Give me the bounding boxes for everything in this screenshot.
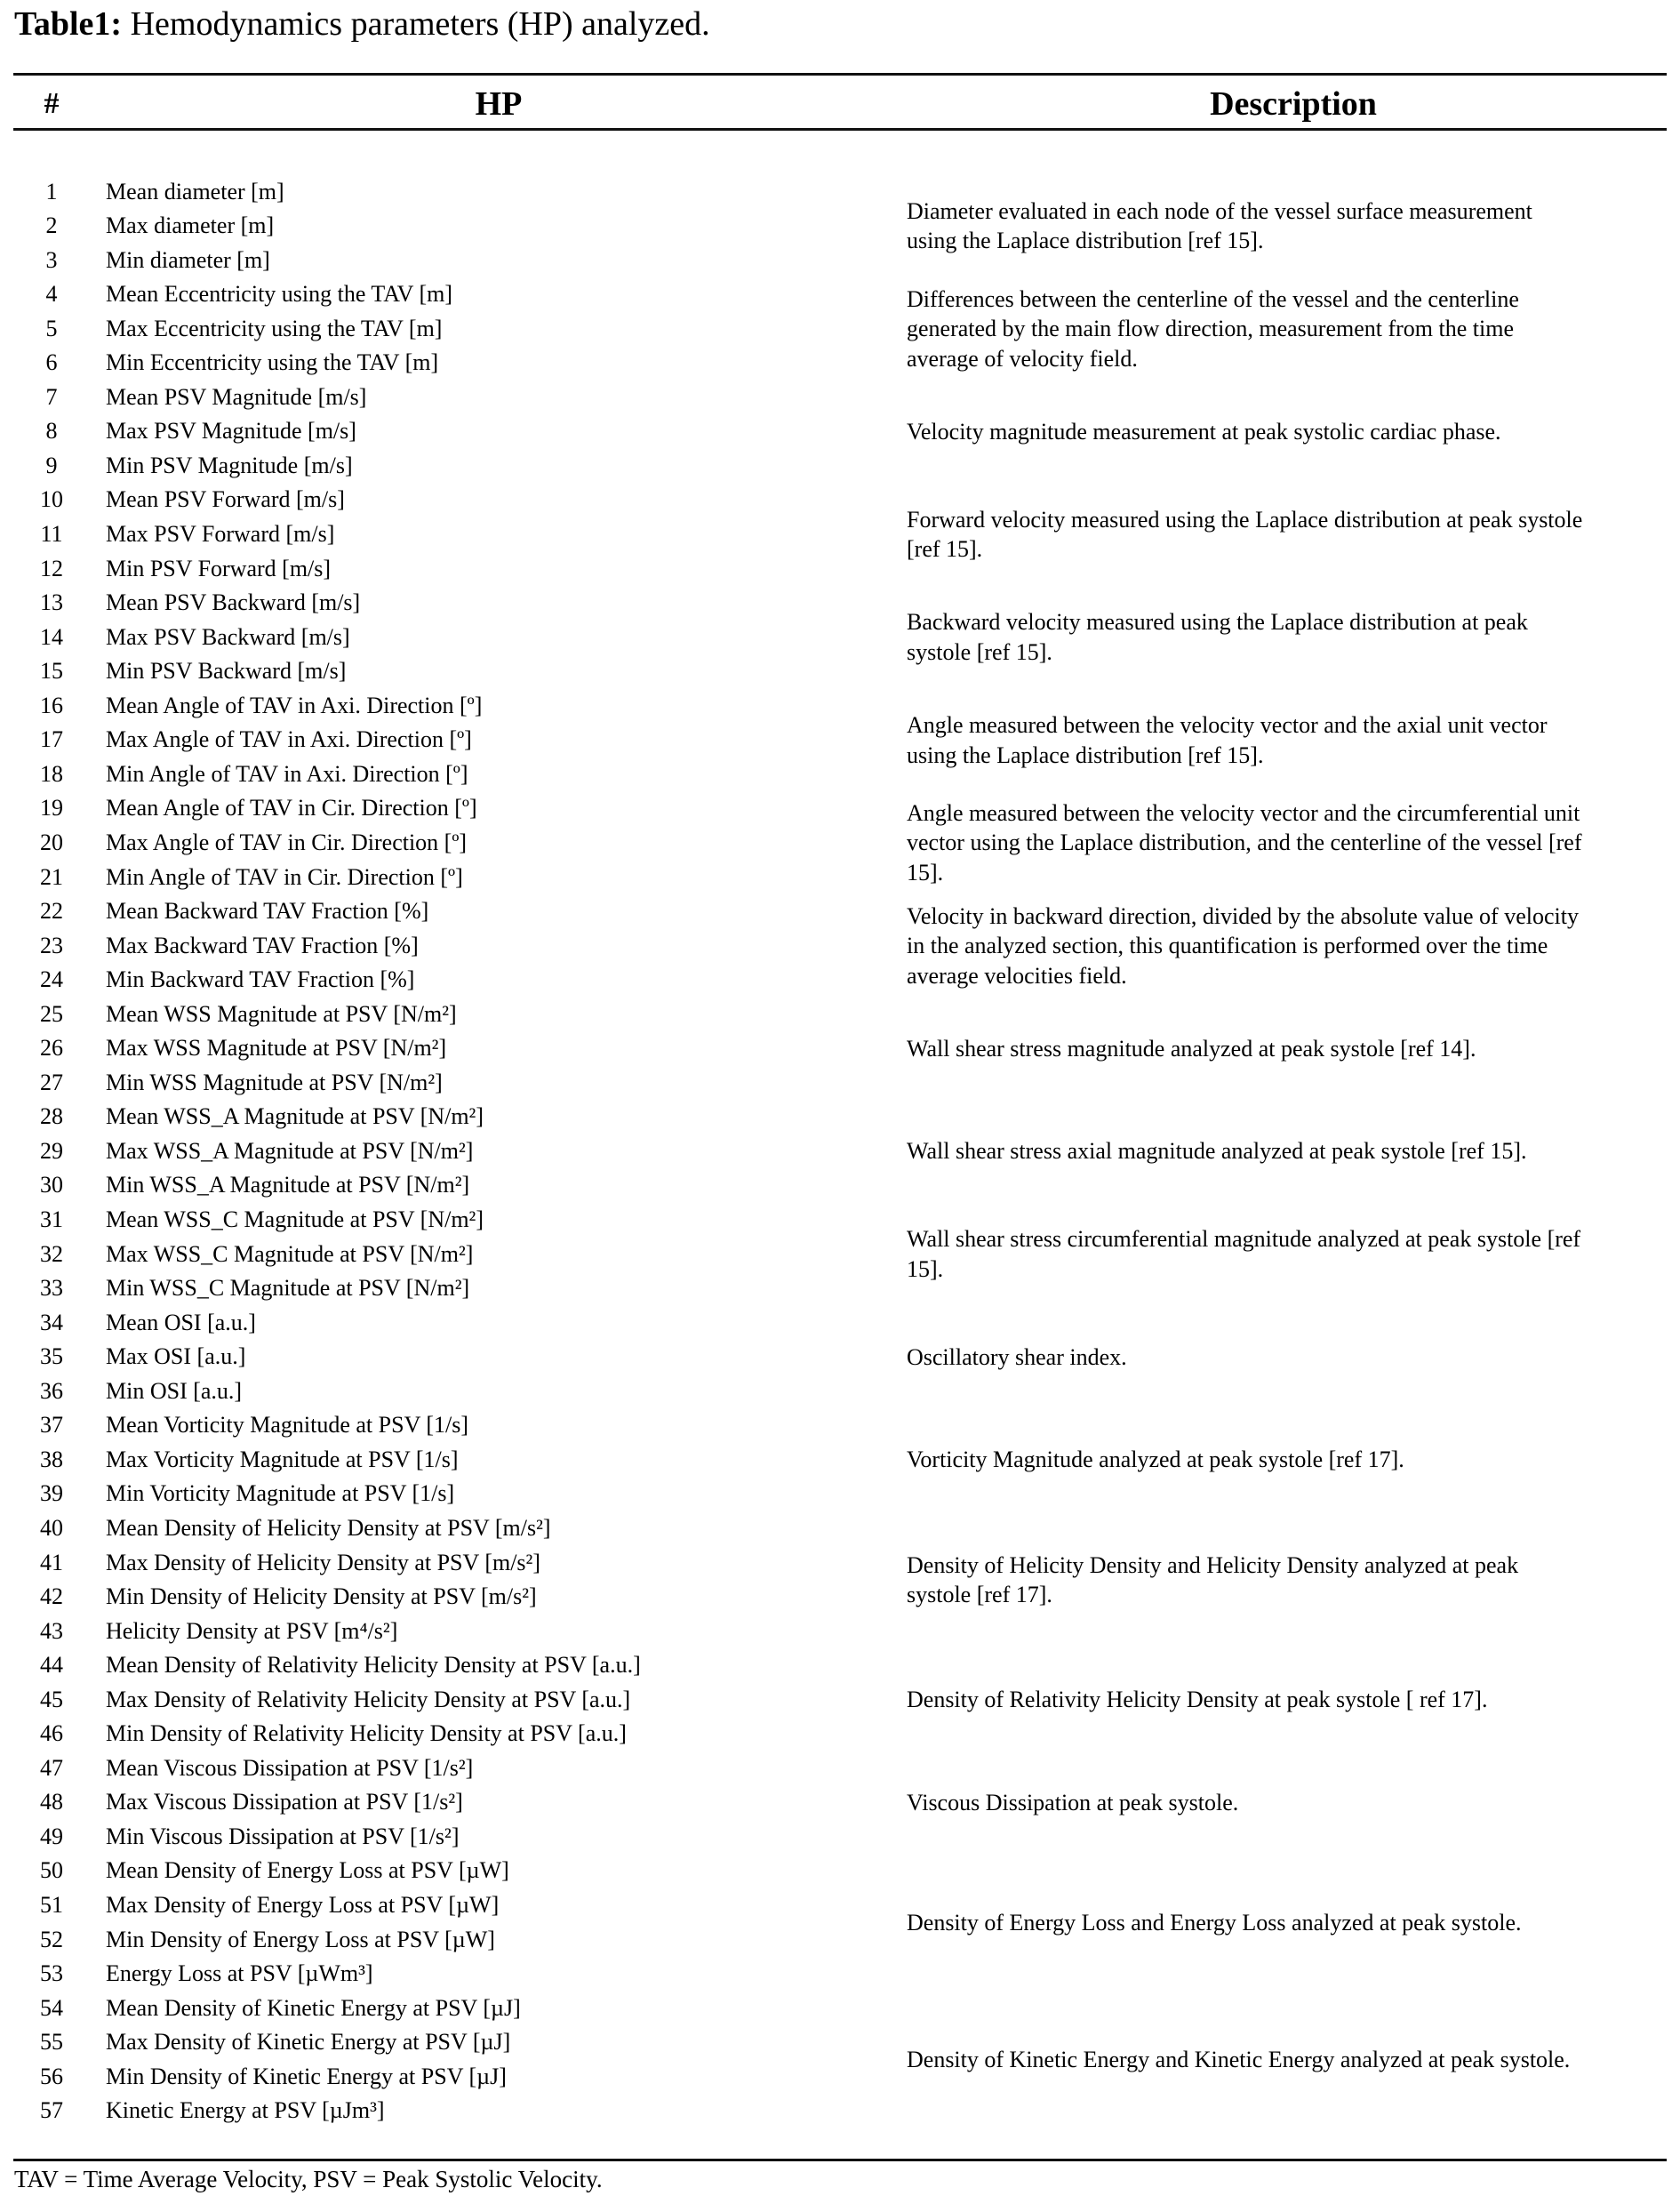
table-row (0, 1271, 889, 1306)
table-row (0, 2025, 889, 2060)
row-number: 16 (40, 692, 63, 718)
row-hp-label: Mean Backward TAV Fraction [%] (106, 898, 429, 925)
row-hp-label: Min Density of Helicity Density at PSV [m/s²] (106, 1583, 537, 1610)
description-cell (907, 1203, 1673, 1306)
row-hp-label: Min Eccentricity using the TAV [m] (106, 349, 439, 376)
description-cell (907, 586, 1673, 689)
description-line: Differences between the centerline of the vessel and the centerline (907, 285, 1519, 312)
table-row (0, 244, 889, 278)
table-row (0, 2094, 889, 2128)
row-number: 12 (40, 555, 63, 581)
row-number: 31 (40, 1206, 63, 1232)
row-hp-label: Mean Density of Helicity Density at PSV [m/s²] (106, 1514, 551, 1541)
row-hp-label: Max WSS_C Magnitude at PSV [N/m²] (106, 1240, 474, 1267)
table-row (0, 483, 889, 517)
description-line: using the Laplace distribution [ref 15]. (907, 228, 1264, 254)
row-hp-label: Mean Density of Kinetic Energy at PSV [µJ] (106, 1994, 521, 2021)
row-number: 36 (40, 1377, 63, 1404)
table-row (0, 1443, 889, 1478)
row-number: 13 (40, 589, 63, 616)
row-number: 8 (45, 418, 58, 445)
table-row (0, 689, 889, 724)
table-row (0, 381, 889, 415)
row-number: 25 (40, 1000, 63, 1027)
table-row (0, 1168, 889, 1203)
description-line: Density of Energy Loss and Energy Loss analyzed at peak systole. (907, 1909, 1522, 1936)
row-number: 49 (40, 1823, 63, 1849)
description-cell (907, 689, 1673, 792)
row-number: 42 (40, 1583, 63, 1610)
description-cell (907, 1306, 1673, 1409)
row-number: 3 (45, 246, 58, 273)
table-row (0, 1615, 889, 1649)
description-line: vector using the Laplace distribution, and the centerline of the vessel [ref (907, 830, 1582, 856)
description-cell (907, 1100, 1673, 1203)
row-hp-label: Energy Loss at PSV [µWm³] (106, 1960, 373, 1987)
row-hp-label: Max WSS Magnitude at PSV [N/m²] (106, 1035, 447, 1062)
description-cell (907, 1992, 1673, 2128)
row-number: 11 (40, 521, 63, 547)
row-hp-label: Min Angle of TAV in Cir. Direction [º] (106, 863, 463, 890)
table-row (0, 1923, 889, 1958)
table-row (0, 963, 889, 998)
row-number: 29 (40, 1137, 63, 1164)
description-line: Density of Helicity Density and Helicity Density analyzed at peak (907, 1551, 1519, 1578)
table-row (0, 277, 889, 312)
table-row (0, 894, 889, 929)
table-row (0, 1992, 889, 2026)
row-hp-label: Mean Vorticity Magnitude at PSV [1/s] (106, 1412, 469, 1439)
row-number: 46 (40, 1720, 63, 1747)
table-caption-label: Table1: (14, 5, 123, 43)
row-hp-label: Mean PSV Forward [m/s] (106, 486, 345, 513)
description-line: average of velocity field. (907, 345, 1138, 372)
row-hp-label: Mean Density of Energy Loss at PSV [µW] (106, 1857, 509, 1884)
description-cell (907, 1854, 1673, 1991)
description-cell (907, 1511, 1673, 1648)
row-number: 53 (40, 1960, 63, 1987)
description-cell (907, 277, 1673, 381)
table-row (0, 552, 889, 587)
row-hp-label: Max PSV Magnitude [m/s] (106, 418, 356, 445)
row-number: 34 (40, 1309, 63, 1335)
description-cell (907, 791, 1673, 894)
row-number: 15 (40, 658, 63, 685)
table-row (0, 757, 889, 792)
table-row (0, 1785, 889, 1820)
table-row (0, 998, 889, 1032)
row-number: 22 (40, 898, 63, 925)
table-row (0, 1683, 889, 1718)
row-hp-label: Mean Angle of TAV in Cir. Direction [º] (106, 795, 477, 821)
table-row (0, 1580, 889, 1615)
description-line: Density of Relativity Helicity Density at peak systole [ ref 17]. (907, 1687, 1488, 1713)
table-row (0, 1066, 889, 1101)
row-hp-label: Min PSV Forward [m/s] (106, 555, 332, 581)
description-line: using the Laplace distribution [ref 15]. (907, 741, 1264, 768)
description-cell (907, 175, 1673, 278)
description-cell (907, 381, 1673, 484)
table-bottom-rule (13, 2159, 1667, 2161)
row-number: 30 (40, 1172, 63, 1198)
table-row (0, 586, 889, 621)
header-description: Description (1210, 85, 1377, 123)
row-number: 26 (40, 1035, 63, 1062)
table-caption-text: Hemodynamics parameters (HP) analyzed. (122, 5, 710, 43)
description-line: Diameter evaluated in each node of the vessel surface measurement (907, 197, 1532, 224)
row-hp-label: Max PSV Forward [m/s] (106, 521, 335, 547)
description-cell (907, 1648, 1673, 1751)
row-number: 14 (40, 623, 63, 650)
row-number: 32 (40, 1240, 63, 1267)
row-number: 21 (40, 863, 63, 890)
table-row (0, 1408, 889, 1443)
description-line: average velocities field. (907, 962, 1127, 989)
description-line: Oscillatory shear index. (907, 1343, 1127, 1370)
row-hp-label: Max OSI [a.u.] (106, 1343, 246, 1370)
row-number: 35 (40, 1343, 63, 1370)
description-line: Forward velocity measured using the Laplace distribution at peak systole (907, 506, 1583, 533)
description-cell (907, 1751, 1673, 1855)
description-line: Velocity magnitude measurement at peak systolic cardiac phase. (907, 418, 1501, 445)
row-hp-label: Min Viscous Dissipation at PSV [1/s²] (106, 1823, 460, 1849)
row-number: 17 (40, 726, 63, 753)
description-line: systole [ref 15]. (907, 638, 1052, 665)
header-number: # (44, 87, 60, 120)
row-hp-label: Min WSS_A Magnitude at PSV [N/m²] (106, 1172, 470, 1198)
description-line: Backward velocity measured using the Laplace distribution at peak (907, 609, 1528, 636)
row-hp-label: Max Density of Helicity Density at PSV [m/s²] (106, 1549, 540, 1575)
row-number: 4 (45, 281, 58, 308)
row-hp-label: Max Density of Kinetic Energy at PSV [µJ] (106, 2029, 511, 2056)
table-row (0, 209, 889, 244)
description-line: Vorticity Magnitude analyzed at peak systole [ref 17]. (907, 1447, 1404, 1473)
table-row (0, 1340, 889, 1374)
row-number: 18 (40, 760, 63, 787)
row-number: 44 (40, 1652, 63, 1679)
row-hp-label: Min Angle of TAV in Axi. Direction [º] (106, 760, 468, 787)
row-hp-label: Mean WSS_C Magnitude at PSV [N/m²] (106, 1206, 484, 1232)
row-hp-label: Min Density of Energy Loss at PSV [µW] (106, 1926, 495, 1952)
row-hp-label: Min Backward TAV Fraction [%] (106, 966, 415, 993)
table-row (0, 826, 889, 861)
description-line: Velocity in backward direction, divided by the absolute value of velocity (907, 902, 1579, 929)
description-line: Angle measured between the velocity vector and the axial unit vector (907, 712, 1548, 739)
row-number: 45 (40, 1686, 63, 1712)
row-hp-label: Mean Angle of TAV in Axi. Direction [º] (106, 692, 483, 718)
row-hp-label: Min Density of Kinetic Energy at PSV [µJ] (106, 2063, 507, 2089)
row-hp-label: Min OSI [a.u.] (106, 1377, 243, 1404)
table-row (0, 1957, 889, 1992)
table-row (0, 1031, 889, 1066)
row-number: 9 (45, 452, 58, 478)
table-row (0, 791, 889, 826)
table-row (0, 2060, 889, 2095)
row-hp-label: Mean diameter [m] (106, 178, 284, 204)
row-number: 54 (40, 1994, 63, 2021)
row-hp-label: Max Viscous Dissipation at PSV [1/s²] (106, 1789, 463, 1815)
row-number: 57 (40, 2097, 63, 2124)
table-row (0, 861, 889, 895)
row-number: 5 (45, 315, 58, 341)
table-row (0, 621, 889, 655)
table-row (0, 175, 889, 210)
table-row (0, 1134, 889, 1169)
table-row (0, 346, 889, 381)
row-hp-label: Max diameter [m] (106, 212, 275, 239)
description-line: in the analyzed section, this quantification is performed over the time (907, 933, 1548, 959)
table-row (0, 1306, 889, 1341)
row-number: 50 (40, 1857, 63, 1884)
row-hp-label: Max WSS_A Magnitude at PSV [N/m²] (106, 1137, 474, 1164)
description-line: generated by the main flow direction, measurement from the time (907, 316, 1514, 342)
row-hp-label: Mean Density of Relativity Helicity Density at PSV [a.u.] (106, 1652, 641, 1679)
row-hp-label: Mean Eccentricity using the TAV [m] (106, 281, 452, 308)
row-number: 28 (40, 1103, 63, 1130)
table-row (0, 1854, 889, 1888)
table-row (0, 449, 889, 484)
row-hp-label: Max Angle of TAV in Axi. Direction [º] (106, 726, 472, 753)
row-hp-label: Helicity Density at PSV [m⁴/s²] (106, 1617, 398, 1644)
header-hp: HP (475, 85, 523, 123)
row-hp-label: Min WSS Magnitude at PSV [N/m²] (106, 1069, 443, 1095)
description-cell (907, 483, 1673, 586)
description-line: Wall shear stress circumferential magnitude analyzed at peak systole [ref (907, 1226, 1581, 1253)
row-number: 39 (40, 1480, 63, 1507)
table-row (0, 1751, 889, 1786)
table-row (0, 1546, 889, 1581)
row-number: 24 (40, 966, 63, 993)
row-hp-label: Min PSV Backward [m/s] (106, 658, 347, 685)
table-row (0, 1374, 889, 1409)
description-line: Viscous Dissipation at peak systole. (907, 1789, 1239, 1815)
row-number: 38 (40, 1446, 63, 1472)
description-line: 15]. (907, 1255, 944, 1282)
row-hp-label: Mean WSS_A Magnitude at PSV [N/m²] (106, 1103, 484, 1130)
table-header-rule (13, 128, 1667, 131)
table-row (0, 1477, 889, 1511)
row-number: 37 (40, 1412, 63, 1439)
row-hp-label: Max Vorticity Magnitude at PSV [1/s] (106, 1446, 459, 1472)
table-row (0, 1203, 889, 1238)
row-hp-label: Mean Viscous Dissipation at PSV [1/s²] (106, 1754, 474, 1781)
row-number: 2 (45, 212, 58, 239)
table-row (0, 1820, 889, 1855)
description-cell (907, 998, 1673, 1101)
row-number: 23 (40, 932, 63, 958)
row-number: 6 (45, 349, 58, 376)
description-line: Angle measured between the velocity vector and the circumferential unit (907, 799, 1580, 826)
row-number: 20 (40, 829, 63, 855)
row-hp-label: Max PSV Backward [m/s] (106, 623, 350, 650)
row-hp-label: Max Eccentricity using the TAV [m] (106, 315, 443, 341)
table-row (0, 1100, 889, 1134)
row-number: 10 (40, 486, 63, 513)
description-line: [ref 15]. (907, 536, 983, 563)
table-row (0, 414, 889, 449)
row-hp-label: Mean PSV Magnitude [m/s] (106, 383, 367, 410)
row-number: 52 (40, 1926, 63, 1952)
table-row (0, 654, 889, 689)
row-number: 7 (45, 383, 58, 410)
table-row (0, 312, 889, 347)
description-cell (907, 894, 1673, 998)
row-hp-label: Max Density of Relativity Helicity Density at PSV [a.u.] (106, 1686, 631, 1712)
row-hp-label: Min PSV Magnitude [m/s] (106, 452, 353, 478)
row-number: 48 (40, 1789, 63, 1815)
row-number: 27 (40, 1069, 63, 1095)
row-number: 41 (40, 1549, 63, 1575)
row-number: 51 (40, 1892, 63, 1918)
row-hp-label: Min WSS_C Magnitude at PSV [N/m²] (106, 1275, 470, 1302)
description-cell (907, 1408, 1673, 1511)
description-line: Wall shear stress axial magnitude analyzed at peak systole [ref 15]. (907, 1138, 1527, 1165)
table-row (0, 1511, 889, 1546)
row-number: 43 (40, 1617, 63, 1644)
row-hp-label: Max Density of Energy Loss at PSV [µW] (106, 1892, 500, 1918)
table-caption (14, 2, 710, 46)
description-line: 15]. (907, 859, 944, 886)
row-hp-label: Min diameter [m] (106, 246, 270, 273)
row-hp-label: Min Density of Relativity Helicity Density at PSV [a.u.] (106, 1720, 627, 1747)
table-row (0, 723, 889, 757)
row-number: 40 (40, 1514, 63, 1541)
table-row (0, 1238, 889, 1272)
row-hp-label: Max Backward TAV Fraction [%] (106, 932, 419, 958)
table-row (0, 1888, 889, 1923)
row-hp-label: Mean PSV Backward [m/s] (106, 589, 361, 616)
table-row (0, 1717, 889, 1751)
description-line: Wall shear stress magnitude analyzed at peak systole [ref 14]. (907, 1035, 1476, 1062)
row-hp-label: Max Angle of TAV in Cir. Direction [º] (106, 829, 468, 855)
row-hp-label: Min Vorticity Magnitude at PSV [1/s] (106, 1480, 455, 1507)
description-line: systole [ref 17]. (907, 1582, 1052, 1608)
table-footnote: TAV = Time Average Velocity, PSV = Peak Systolic Velocity. (14, 2166, 603, 2192)
table-row (0, 517, 889, 552)
row-number: 47 (40, 1754, 63, 1781)
table-row (0, 1648, 889, 1683)
row-hp-label: Kinetic Energy at PSV [µJm³] (106, 2097, 385, 2124)
row-number: 1 (45, 178, 58, 204)
description-line: Density of Kinetic Energy and Kinetic Energy analyzed at peak systole. (907, 2046, 1571, 2072)
table-row (0, 929, 889, 964)
row-hp-label: Mean OSI [a.u.] (106, 1309, 256, 1335)
row-number: 55 (40, 2029, 63, 2056)
table-top-rule (13, 73, 1667, 76)
row-number: 56 (40, 2063, 63, 2089)
row-number: 19 (40, 795, 63, 821)
row-hp-label: Mean WSS Magnitude at PSV [N/m²] (106, 1000, 457, 1027)
row-number: 33 (40, 1275, 63, 1302)
